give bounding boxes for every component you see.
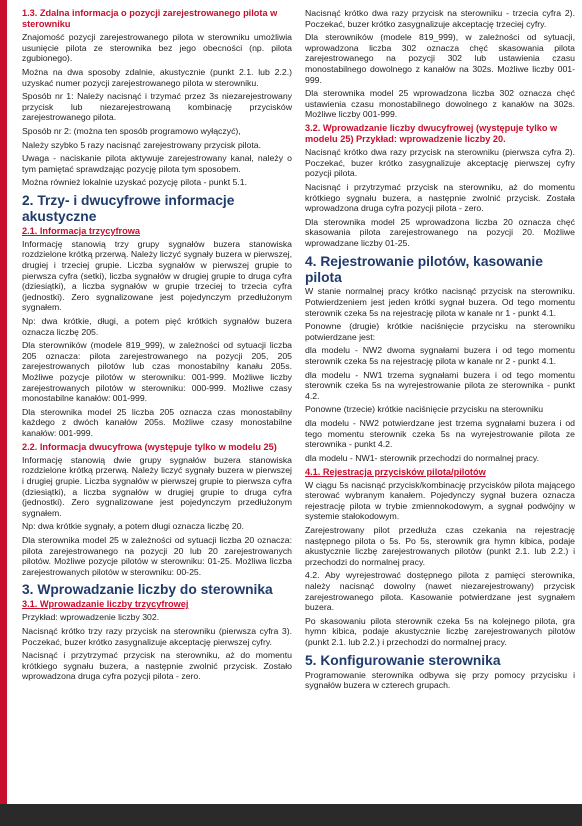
paragraph: Dla sterownika model 25 wprowadzona liczba 20 oznacza chęć skasowania pilota zarejestrowanego na pozycji 20. Możliwe wprowadzane liczby 01-25.	[305, 216, 575, 249]
paragraph: dla modelu - NW2 potwierdzane jest trzema sygnałami buzera i od tego momentu sterownik czeka 5s na wyrejestrowanie pilota ze sterownika - punkt 4.2.	[305, 418, 575, 450]
paragraph: Nacisnąć i przytrzymać przycisk na sterowniku, aż do momentu krótkiego sygnału buzera, a następnie zwolnić przycisk. Została wprowadzona druga cyfra pozycji pilota - zero.	[305, 181, 575, 214]
subsection-heading: 2.1. Informacja trzycyfrowa	[22, 225, 140, 236]
paragraph: Należy szybko 5 razy nacisnąć zarejestrowany przycisk pilota.	[22, 139, 261, 150]
footer-bar	[0, 804, 582, 826]
paragraph: Dla sterowników (modele 819_999), w zależności od sytuacji, wprowadzona liczba 302 oznacza chęć skasowania pilota zarejestrowanego na pozycji 302 lub ustawienia czasu monostabilnego dowolnego z kanałów na 302s. Możliwe liczby 001-999.	[305, 32, 575, 85]
paragraph: Przykład: wprowadzenie liczby 302.	[22, 612, 160, 623]
paragraph: Sposób nr 1: Należy nacisnąć i trzymać przez 3s niezarejestrowany przycisk lub niezarejestrowaną kombinację przycisków zarejestrowanego pilota.	[22, 91, 292, 123]
paragraph: W stanie normalnej pracy krótko nacisnąć przycisk na sterowniku. Potwierdzeniem jest jeden krótki sygnał buzera. Od tego momentu sterownik czeka 5s na rejestrację pilota w kanale nr 1 - punkt 4.1.	[305, 286, 575, 318]
subsection-heading: 2.2. Informacja dwucyfrowa (występuje tylko w modelu 25)	[22, 441, 277, 452]
paragraph: Dla sterownika model 25 w zależności od sytuacji liczba 20 oznacza: pilota zarejestrowanego na pozycji 20 lub 20 zarejestrowanych pilotów. Możliwe pozycje pilotów w sterowniku: 01-25. Możliwa liczba zarejestrowanych pilotów w sterowniku: 00-25.	[22, 535, 292, 577]
paragraph: Np: dwa krótkie sygnały, a potem długi oznacza liczbę 20.	[22, 521, 244, 532]
left-column	[22, 8, 292, 685]
subsection-heading: 1.3. Zdalna informacja o pozycji zarejestrowanego pilota w sterowniku	[22, 8, 278, 30]
paragraph: Dla sterownika model 25 wprowadzona liczba 302 oznacza chęć ustawienia czasu monostabilnego dowolnego z kanałów na 302s. Możliwe liczby 001-999.	[305, 88, 575, 120]
paragraph: dla modelu - NW1 trzema sygnałami buzera i od tego momentu sterownik czeka 5s na wyrejestrowanie pilota ze sterownika - punkt 4.2.	[305, 369, 575, 401]
paragraph: Sposób nr 2: (można ten sposób programowo wyłączyć),	[22, 125, 241, 136]
paragraph: Znajomość pozycji zarejestrowanego pilota w sterowniku umożliwia usunięcie pilota ze sterownika bez jego obecności (np. pilota zgubionego).	[22, 32, 292, 64]
paragraph: dla modelu - NW1- sterownik przechodzi do normalnej pracy.	[305, 452, 540, 463]
section-heading: 2. Trzy- i dwucyfrowe informacje akustyczne	[22, 192, 235, 224]
paragraph: Zarejestrowany pilot przedłuża czas czekania na rejestrację następnego pilota o 5s. Po 5s, sterownik gra hymn kibica, podaje akustycznie liczbę zarejestrowanych pilotów (punkt 2.1. lub 2.2.) i przechodzi do normalnej pracy.	[305, 524, 575, 567]
section-heading: 4. Rejestrowanie pilotów, kasowanie pilota	[305, 253, 543, 285]
paragraph: Nacisnąć krótko trzy razy przycisk na sterowniku (pierwsza cyfra 3). Poczekać, buzer krótko zasygnalizuje akceptację pierwszej cyfry.	[22, 625, 292, 647]
paragraph: Np: dwa krótkie, długi, a potem pięć krótkich sygnałów buzera oznacza liczbę 205.	[22, 316, 292, 337]
paragraph: Ponowne (trzecie) krótkie naciśnięcie przycisku na sterowniku	[305, 404, 544, 415]
paragraph: Można na dwa sposoby zdalnie, akustycznie (punkt 2.1. lub 2.2.) uzyskać numer pozycji zarejestrowanego pilota w sterowniku.	[22, 66, 292, 88]
paragraph: Nacisnąć i przytrzymać przycisk na sterowniku, aż do momentu krótkiego sygnału buzera, a następnie zwolnić przycisk. Zostało wprowadzona druga cyfra pozycji pilota - zero.	[22, 650, 292, 682]
paragraph: Nacisnąć krótko dwa razy przycisk na sterowniku (pierwsza cyfra 2). Poczekać, buzer krótko zasygnalizuje akceptację pierwszej cyfry pozycji pilota.	[305, 147, 575, 179]
paragraph: Po skasowaniu pilota sterownik czeka 5s na kolejnego pilota, gra hymn kibica, podaje akustycznie liczbę zarejestrowanych pilotów (punkt 2.1. lub 2.2.) i przechodzi do normalnej pracy.	[305, 615, 575, 648]
paragraph: Można również lokalnie uzyskać pozycję pilota - punkt 5.1.	[22, 177, 248, 188]
paragraph: Dla sterowników (modele 819_999), w zależności od sytuacji liczba 205 oznacza: pilota zarejestrowanego na pozycji 205, 205 zarejestrowanych pilotów lub czas monostabilny kanału 205s. Możliwe pozycje pilotów w sterowniku: 001-999. Możliwe liczby zarejestrowanych pilotów w sterowniku: 000-999. Możliwe czasy monostabilne kanałów: 001-999.	[22, 340, 292, 404]
paragraph: dla modelu - NW2 dwoma sygnałami buzera i od tego momentu sterownik czeka 5s na rejestrację pilota w kanale nr 2 - punkt 4.1.	[305, 345, 575, 367]
subsection-heading: 4.1. Rejestracja przycisków pilota/pilotów	[305, 466, 486, 477]
paragraph: Informację stanowią trzy grupy sygnałów buzera stanowiska rozdzielone krótką przerwą. Należy liczyć sygnały buzera w pierwszej, drugiej i trzeciej grupie. Liczba sygnałów w pierwszej grupie to pierwsza cyfra (setki), liczba sygnałów w drugiej grupie to druga cyfra (dziesiątki), a liczba sygnałów w grupie trzeciej to trzecia cyfra (jednostki). Zero sygnalizowane jest pojedynczym przedłużonym sygnałem.	[22, 238, 292, 313]
paragraph: Programowanie sterownika odbywa się przy pomocy przycisku i sygnałów buzera w czterech grupach.	[305, 669, 575, 691]
right-column	[305, 8, 575, 694]
paragraph: Nacisnąć krótko dwa razy przycisk na sterowniku - trzecia cyfra 2). Poczekać, buzer krótko zasygnalizuje akceptację trzeciej cyfry.	[305, 8, 575, 29]
paragraph: 4.2. Aby wyrejestrować dostępnego pilota z pamięci sterownika, należy nacisnąć dowolny (nawet niezarejestrowany) przycisk zarejestrowanego pilota. Kasowanie potwierdzane jest sygnałem buzera.	[305, 570, 575, 613]
subsection-heading: 3.1. Wprowadzanie liczby trzycyfrowej	[22, 599, 189, 610]
section-heading: 3. Wprowadzanie liczby do sterownika	[22, 582, 273, 598]
subsection-heading: 3.2. Wprowadzanie liczby dwucyfrowej (występuje tylko w modelu 25) Przykład: wprowadzenie liczby 20.	[305, 123, 558, 145]
paragraph: Informację stanowią dwie grupy sygnałów buzera stanowiska rozdzielone krótką przerwą. Należy liczyć sygnały buzera w pierwszej i drugiej grupie. Liczba sygnałów w pierwszej grupie to pierwsza cyfra (dziesiątki), a liczba sygnałów w drugiej grupie to druga cyfra (jednostki). Zero sygnalizowane jest pojedynczym przedłużonym sygnałem.	[22, 454, 292, 518]
section-heading: 5. Konfigurowanie sterownika	[305, 652, 501, 668]
paragraph: Dla sterownika model 25 liczba 205 oznacza czas monostabilny każdego z dwóch kanałów 205s. Możliwe czasy monostabilne kanałów: 001-999.	[22, 406, 292, 439]
left-red-stripe	[0, 0, 7, 826]
paragraph: Uwaga - naciskanie pilota aktywuje zarejestrowany kanał, należy o tym pamiętać sprawdzając pozycję pilota tym sposobem.	[22, 153, 292, 174]
paragraph: Ponowne (drugie) krótkie naciśnięcie przycisku na sterowniku potwierdzane jest:	[305, 321, 575, 342]
paragraph: W ciągu 5s nacisnąć przycisk/kombinację przycisków pilota mającego sterować wybranym kanałem. Pojedynczy sygnał buzera oznacza rejestrację pilota w trybie zmiennokodowym, a sygnał podwójny w systemie stałokodowym.	[305, 479, 575, 522]
